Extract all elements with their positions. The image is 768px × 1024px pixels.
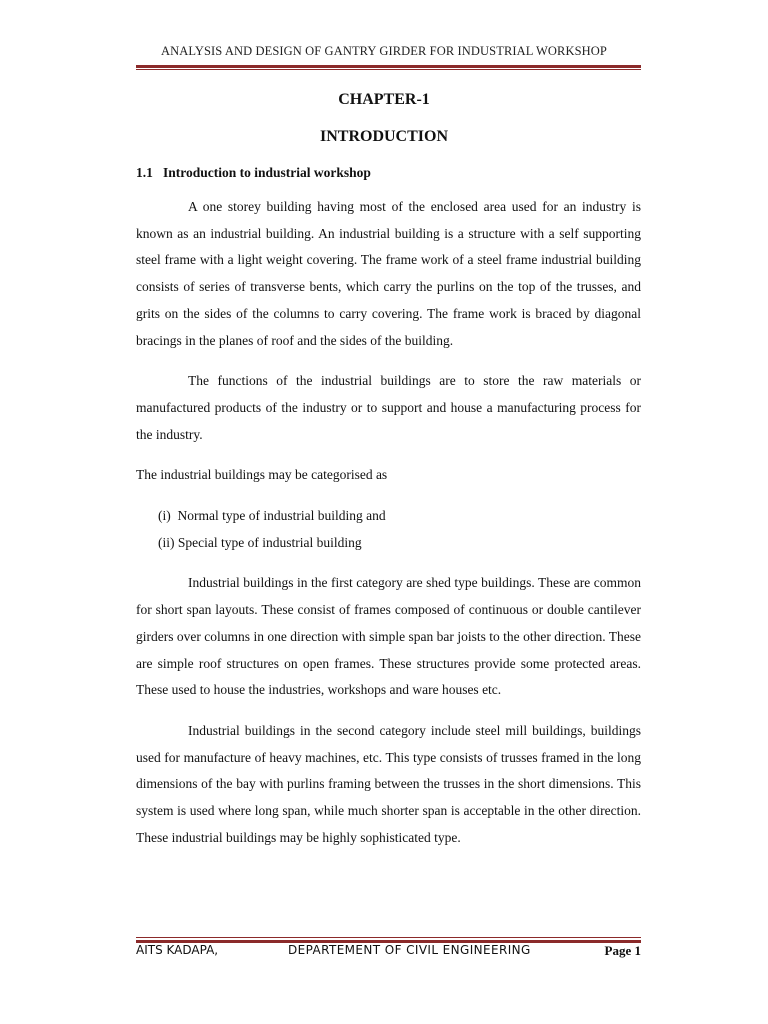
- chapter-number: CHAPTER-1: [338, 91, 430, 108]
- header-rule-thin: [136, 69, 641, 70]
- footer-page-number: Page 1: [604, 943, 641, 958]
- paragraph-4: Industrial buildings in the first category are shed type buildings. These are common for short span layouts. These consist of frames composed of continuous or double cantilever girders over columns in one direction with simple span bar joists to the other direction. These are simple roof structures on open frames. These structures provide some protected areas. These used to house the industries, workshops and ware houses etc.: [136, 575, 641, 698]
- list-item: (ii) Special type of industrial building: [158, 534, 362, 550]
- page-footer: [136, 943, 641, 963]
- paragraph-1: A one storey building having most of the enclosed area used for an industry is known as an industrial building. An industrial building is a structure with a self supporting steel frame with a light weight covering. The frame work of a steel frame industrial building consists of series of transverse bents, which carry the purlins on the top of the trusses, and grits on the sides of the columns to carry covering. The frame work is braced by diagonal bracings in the planes of roof and the sides of the building.: [136, 199, 641, 348]
- footer-rule-thin: [136, 937, 641, 938]
- section-heading: 1.1 Introduction to industrial workshop: [136, 165, 371, 180]
- paragraph-2: The functions of the industrial buildings are to store the raw materials or manufactured products of the industry or to support and house a manufacturing process for the industry.: [136, 373, 641, 442]
- paragraph-3: The industrial buildings may be categorised as: [136, 467, 388, 483]
- footer-department: DEPARTEMENT OF CIVIL ENGINEERING: [288, 943, 531, 957]
- header-rule-thick: [136, 65, 641, 68]
- list-item: (i) Normal type of industrial building and: [158, 508, 386, 524]
- chapter-title: INTRODUCTION: [319, 128, 448, 145]
- page-header-title: ANALYSIS AND DESIGN OF GANTRY GIRDER FOR INDUSTRIAL WORKSHOP: [161, 44, 607, 58]
- category-list: [158, 503, 641, 556]
- body-text: [136, 194, 641, 851]
- footer-institution: AITS KADAPA,: [136, 943, 219, 957]
- paragraph-5: Industrial buildings in the second category include steel mill buildings, buildings used for manufacture of heavy machines, etc. This type consists of trusses framed in the long dimensions of the bay with purlins framing between the trusses in the short dimensions. This system is used where long span, while much shorter span is acceptable in the other direction. These industrial buildings may be highly sophisticated type.: [136, 722, 641, 845]
